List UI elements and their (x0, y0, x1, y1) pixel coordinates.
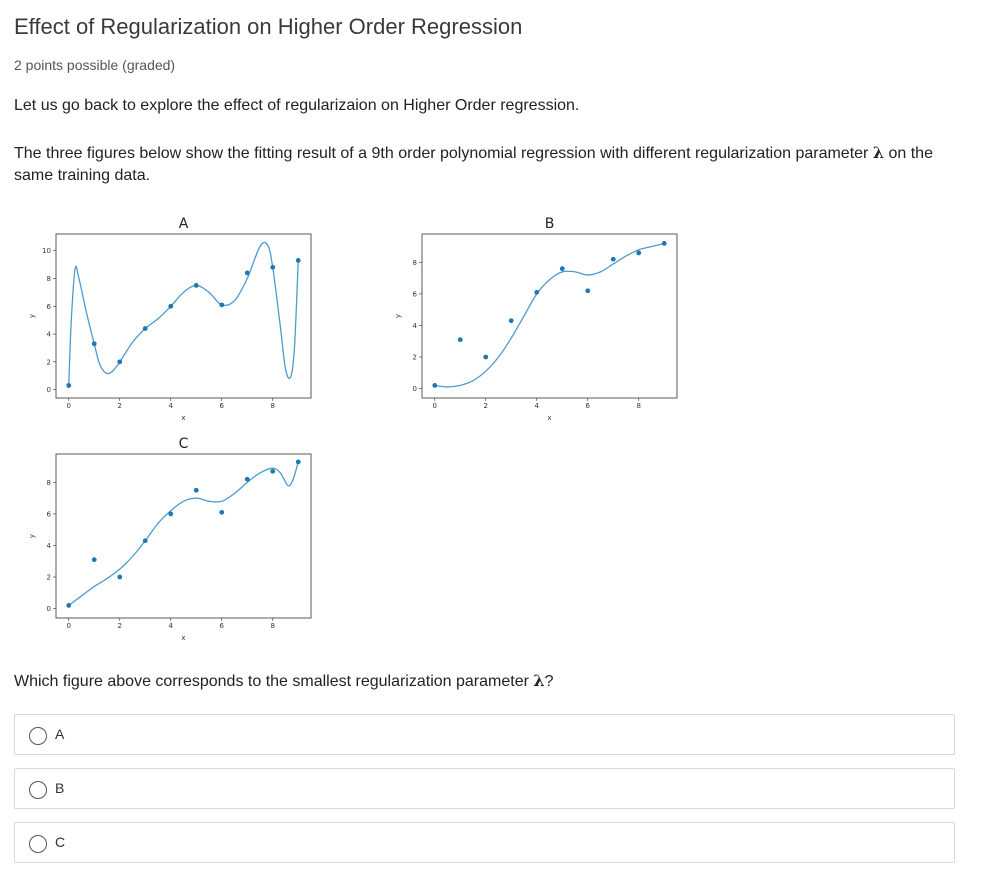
y-tick-label: 6 (412, 290, 417, 299)
y-axis-label: y (394, 313, 402, 319)
y-tick-label: 2 (412, 353, 417, 362)
data-point (636, 251, 641, 256)
points-possible: 2 points possible (graded) (14, 57, 176, 73)
problem-title: Effect of Regularization on Higher Order Regression (14, 14, 523, 39)
x-axis-label: x (181, 634, 186, 642)
y-tick-label: 6 (46, 302, 51, 311)
plot-frame (56, 454, 311, 618)
data-point (560, 266, 565, 271)
option-label: A (55, 726, 65, 742)
fit-curve (69, 462, 299, 606)
x-tick-label: 8 (270, 402, 275, 410)
lambda-symbol: λ (872, 143, 885, 162)
x-tick-label: 6 (219, 402, 224, 410)
data-point (432, 383, 437, 388)
x-tick-label: 6 (219, 622, 224, 630)
x-tick-label: 2 (117, 622, 122, 630)
data-point (534, 290, 539, 295)
data-point (66, 603, 71, 608)
data-point (92, 557, 97, 562)
data-point (117, 359, 122, 364)
x-axis-label: x (181, 414, 186, 422)
y-tick-label: 4 (46, 541, 51, 550)
chart-title: C (178, 436, 189, 452)
fit-curve (69, 242, 299, 385)
data-point (66, 383, 71, 388)
data-point (168, 304, 173, 309)
y-axis-label: y (28, 533, 36, 539)
figure-a (0, 200, 330, 430)
question-after: ? (544, 673, 554, 690)
x-tick-label: 4 (168, 622, 173, 630)
y-tick-label: 4 (412, 321, 417, 330)
data-point (458, 337, 463, 342)
question-before: Which figure above corresponds to the smallest regularization parameter (14, 673, 534, 690)
data-point (611, 257, 616, 262)
option-label: B (55, 780, 65, 796)
y-tick-label: 0 (412, 385, 417, 394)
data-point (194, 488, 199, 493)
data-point (143, 538, 148, 543)
x-axis-label: x (547, 414, 552, 422)
description-text (14, 142, 964, 187)
y-tick-label: 4 (46, 330, 51, 339)
x-tick-label: 4 (534, 402, 539, 410)
option-a[interactable] (14, 714, 955, 755)
y-tick-label: 0 (46, 605, 51, 614)
data-point (194, 283, 199, 288)
y-tick-label: 6 (46, 510, 51, 519)
y-tick-label: 8 (46, 478, 51, 487)
x-tick-label: 0 (66, 622, 71, 630)
y-tick-label: 0 (46, 386, 51, 395)
y-tick-label: 10 (42, 247, 51, 256)
x-tick-label: 4 (168, 402, 173, 410)
y-axis-label: y (28, 313, 36, 319)
data-point (296, 258, 301, 263)
data-point (483, 355, 488, 360)
x-tick-label: 0 (66, 402, 71, 410)
data-point (92, 341, 97, 346)
data-point (270, 265, 275, 270)
data-point (296, 459, 301, 464)
data-point (270, 469, 275, 474)
description-after: on the same training data. (14, 145, 933, 184)
data-point (585, 288, 590, 293)
y-tick-label: 2 (46, 573, 51, 582)
data-point (219, 302, 224, 307)
data-point (117, 575, 122, 580)
question-text (14, 671, 554, 691)
data-point (219, 510, 224, 515)
x-tick-label: 8 (636, 402, 641, 410)
question-lambda-symbol: λ (533, 671, 545, 690)
x-tick-label: 2 (117, 402, 122, 410)
data-point (662, 241, 667, 246)
x-tick-label: 0 (432, 402, 437, 410)
fit-curve (435, 243, 665, 387)
figure-c (0, 420, 330, 650)
y-tick-label: 2 (46, 358, 51, 367)
description-before: The three figures below show the fitting result of a 9th order polynomial regression with different regularization parameter (14, 145, 873, 162)
data-point (509, 318, 514, 323)
intro-text: Let us go back to explore the effect of regularizaion on Higher Order regression. (14, 97, 580, 114)
radio-circle-icon[interactable] (29, 835, 47, 853)
radio-circle-icon[interactable] (29, 781, 47, 799)
radio-circle-icon[interactable] (29, 727, 47, 745)
data-point (143, 326, 148, 331)
figure-b (366, 200, 696, 430)
data-point (168, 512, 173, 517)
plot-frame (422, 234, 677, 398)
x-tick-label: 8 (270, 622, 275, 630)
y-tick-label: 8 (412, 258, 417, 267)
option-label: C (55, 834, 66, 850)
chart-title: B (544, 216, 555, 232)
x-tick-label: 6 (585, 402, 590, 410)
data-point (245, 271, 250, 276)
x-tick-label: 2 (483, 402, 488, 410)
option-b[interactable] (14, 768, 955, 809)
y-tick-label: 8 (46, 274, 51, 283)
data-point (245, 477, 250, 482)
chart-title: A (178, 216, 189, 232)
plot-frame (56, 234, 311, 398)
option-c[interactable] (14, 822, 955, 863)
